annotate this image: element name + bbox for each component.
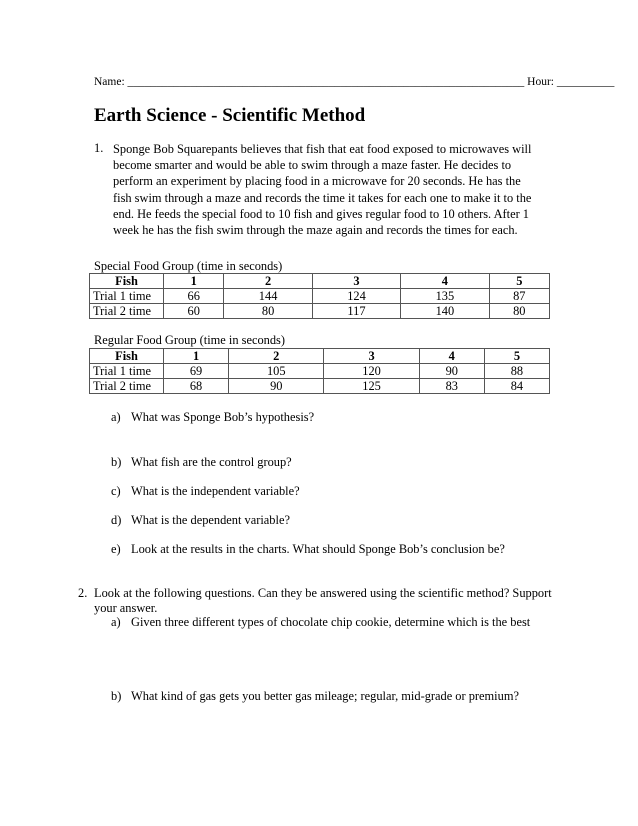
question-2-number: 2. <box>78 586 88 600</box>
special-food-table <box>89 273 550 319</box>
table-header-cell: 4 <box>419 349 484 364</box>
table-header-cell: 5 <box>489 274 549 289</box>
table-cell: Trial 1 time <box>90 289 164 304</box>
table-header-cell: 1 <box>164 349 229 364</box>
table-cell: 80 <box>224 304 312 319</box>
question-1a <box>111 410 314 425</box>
part-text: What is the dependent variable? <box>131 513 290 527</box>
table-header-row <box>90 274 550 289</box>
table-cell: 69 <box>164 364 229 379</box>
table-header-cell: 2 <box>224 274 312 289</box>
table-cell: 144 <box>224 289 312 304</box>
table-row <box>90 304 550 319</box>
part-text: Look at the results in the charts. What should Sponge Bob’s conclusion be? <box>131 542 505 556</box>
part-letter: a) <box>111 410 121 424</box>
table-cell: Trial 1 time <box>90 364 164 379</box>
special-table-caption: Special Food Group (time in seconds) <box>94 259 283 273</box>
table-header-cell: 5 <box>484 349 549 364</box>
table-cell: Trial 2 time <box>90 304 164 319</box>
table-row <box>90 379 550 394</box>
table-header-cell: 3 <box>324 349 419 364</box>
table-cell: 125 <box>324 379 419 394</box>
table-cell: 84 <box>484 379 549 394</box>
part-text: Given three different types of chocolate chip cookie, determine which is the best <box>131 615 531 629</box>
table-cell: 68 <box>164 379 229 394</box>
table-header-row <box>90 349 550 364</box>
table-cell: 140 <box>401 304 489 319</box>
table-cell: 87 <box>489 289 549 304</box>
table-cell: 120 <box>324 364 419 379</box>
table-header-cell: Fish <box>90 349 164 364</box>
regular-food-table <box>89 348 550 394</box>
table-cell: 60 <box>164 304 224 319</box>
table-cell: 117 <box>312 304 400 319</box>
table-cell: 80 <box>489 304 549 319</box>
table-row <box>90 364 550 379</box>
part-letter: e) <box>111 542 121 556</box>
question-1e <box>111 542 505 557</box>
table-row <box>90 289 550 304</box>
table-header-cell: 1 <box>164 274 224 289</box>
part-letter: c) <box>111 484 121 498</box>
question-1c <box>111 484 300 499</box>
table-cell: 105 <box>229 364 324 379</box>
question-1-text: Sponge Bob Squarepants believes that fish that eat food exposed to microwaves will become smarter and would be able to swim through a maze faster. He decides to perform an experiment by placing food in a microwave for 20 seconds. He has the fish swim through a maze and records the time it takes for each one to make it to the end. He feeds the special food to 10 fish and gives regular food to 10 others. After 1 week he has the fish swim through the maze again and records the times for each. <box>113 142 532 238</box>
table-cell: 90 <box>229 379 324 394</box>
table-cell: Trial 2 time <box>90 379 164 394</box>
table-cell: 90 <box>419 364 484 379</box>
question-1d <box>111 513 290 528</box>
part-text: What was Sponge Bob’s hypothesis? <box>131 410 315 424</box>
question-2-text: Look at the following questions. Can they be answered using the scientific method? Support your answer. <box>94 586 552 615</box>
table-header-cell: 2 <box>229 349 324 364</box>
page-title: Earth Science - Scientific Method <box>94 105 366 126</box>
table-header-cell: Fish <box>90 274 164 289</box>
table-cell: 135 <box>401 289 489 304</box>
regular-table-caption: Regular Food Group (time in seconds) <box>94 333 285 347</box>
part-letter: d) <box>111 513 122 527</box>
table-header-cell: 4 <box>401 274 489 289</box>
part-letter: b) <box>111 689 122 703</box>
question-1b <box>111 455 292 470</box>
table-cell: 88 <box>484 364 549 379</box>
table-cell: 124 <box>312 289 400 304</box>
table-header-cell: 3 <box>312 274 400 289</box>
part-letter: b) <box>111 455 122 469</box>
table-cell: 83 <box>419 379 484 394</box>
table-cell: 66 <box>164 289 224 304</box>
part-text: What fish are the control group? <box>131 455 292 469</box>
question-1-number: 1. <box>94 141 104 155</box>
part-text: What kind of gas gets you better gas mileage; regular, mid-grade or premium? <box>131 689 519 703</box>
part-text: What is the independent variable? <box>131 484 300 498</box>
part-letter: a) <box>111 615 121 629</box>
name-hour-line: Name: _____________________________________________________________________ Hour: __________ <box>94 76 615 88</box>
